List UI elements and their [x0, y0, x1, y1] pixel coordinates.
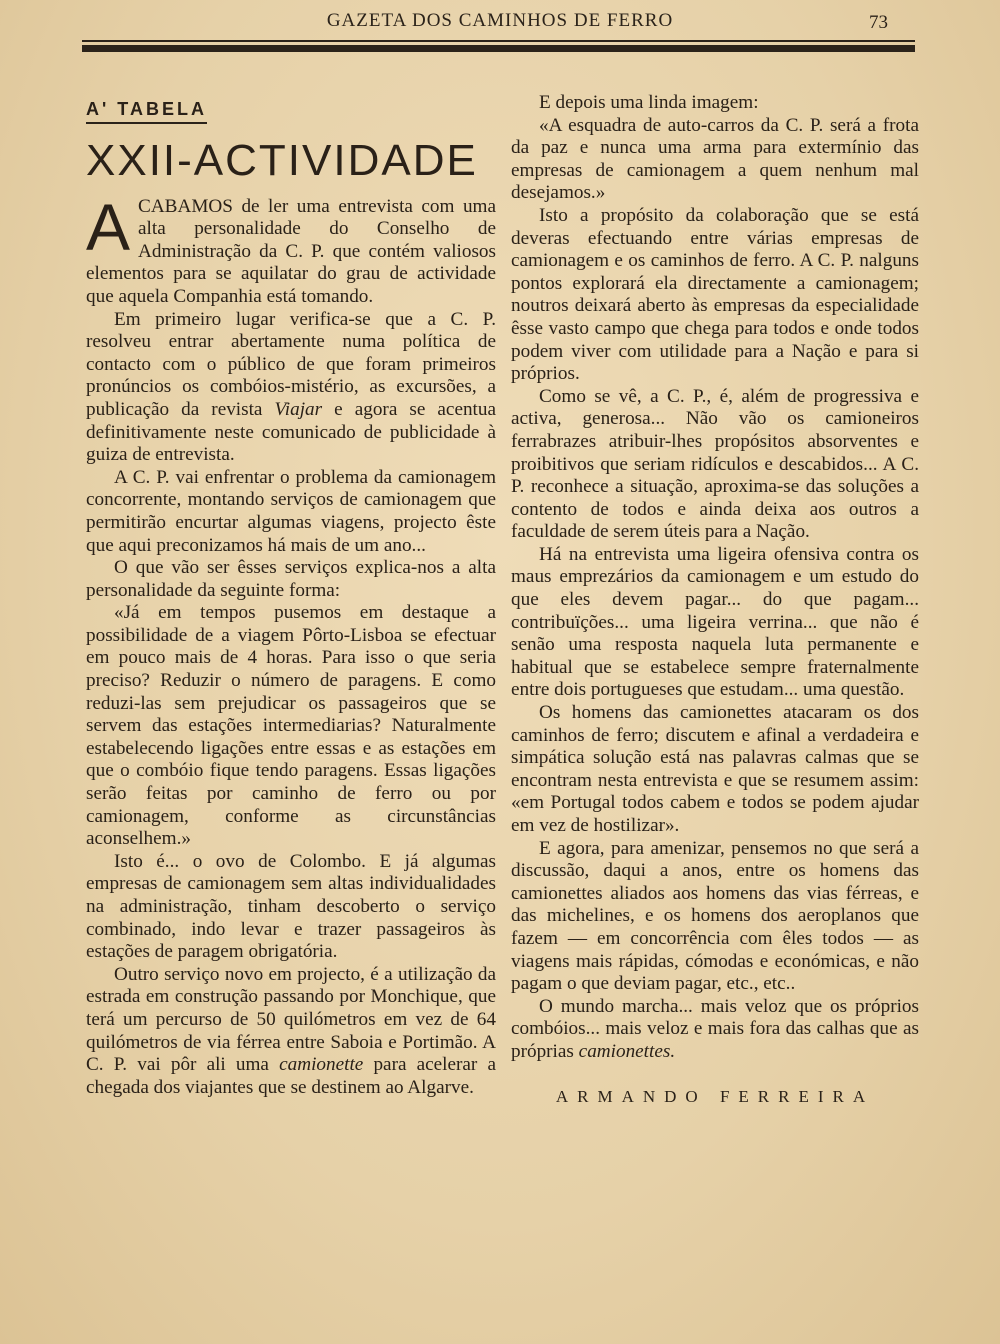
paragraph: O que vão ser êsses serviços explica-nos a alta personalidade da seguinte forma:	[86, 557, 496, 601]
intro-smallcaps: CABAMOS	[138, 195, 233, 217]
paragraph: E depois uma linda imagem:	[539, 92, 759, 113]
intro-paragraph	[86, 189, 496, 309]
header-rule-thick	[82, 45, 915, 52]
paragraph: Isto é... o ovo de Colombo. E já algumas empresas de camionagem sem altas individualidades na administração, tinham descoberto o serviço combinado, indo levar e trazer passageiros às estações de paragem obrigatória.	[86, 850, 496, 963]
section-label: A' TABELA	[86, 98, 207, 124]
drop-cap: A	[86, 189, 131, 264]
left-column	[86, 92, 496, 1099]
header-rule-thin	[82, 40, 915, 42]
right-column	[511, 92, 919, 1108]
quote-paragraph: «Já em tempos pusemos em destaque a possibilidade de a viagem Pôrto-Lisboa se efectuar em pouco mais de 4 horas. Para isso o que seria preciso? Reduzir o número de paragens. E como reduzi-las sem prejudicar os passageiros que se servem das estações intermediarias? Naturalmente estabelecendo ligações entre essas e as estações em que o combóio fique tendo paragens. Essas ligações serão feitas por caminho de ferro ou por camionagem, conforme as circunstâncias aconselhem.»	[86, 602, 496, 850]
author-signature: ARMANDO FERREIRA	[555, 1086, 875, 1106]
paragraph: Outro serviço novo em projecto, é a utilização da estrada em construção passando por Monchique, que terá um percurso de 50 quilómetros em vez de 64 quilómetros de via férrea entre Saboia e Portimão. A C. P. vai pôr ali uma camionette para acelerar a chegada dos viajantes que se destinem ao Algarve.	[86, 963, 496, 1098]
intro-text: de ler uma entrevista com uma alta personalidade do Conselho de Administração da C. P. que contém valiosos elementos para se aquilatar do grau de actividade que aquela Companhia está tomando.	[86, 195, 496, 307]
paragraph: O mundo marcha... mais veloz que os próprios combóios... mais veloz e mais fora das calhas que as próprias camionettes.	[511, 995, 919, 1062]
article-headline: XXII-ACTIVIDADE	[86, 135, 478, 185]
paragraph: E agora, para amenizar, pensemos no que será a discussão, daqui a anos, entre os homens das camionettes aliados aos homens das vias férreas, e das michelines, e os homens dos aeroplanos que fazem — em concorrência com êles todos — as viagens mais rápidas, cómodas e económicas, e não pagam o que deviam pagar, etc., etc..	[511, 837, 919, 995]
paragraph: Isto a propósito da colaboração que se está deveras efectuando entre várias empresas de camionagem e os caminhos de ferro. A C. P. nalguns pontos explorará ela directamente a camionagem; noutros deixará aberto às empresas da especialidade êsse vasto campo que chega para todos e onde todos podem viver com utilidade para a Nação e para si próprios.	[511, 204, 919, 385]
paragraph: Em primeiro lugar verifica-se que a C. P. resolveu entrar abertamente numa política de contacto com o público de que foram primeiros pronúncios os combóios-mistério, as excursões, a publicação da revista Viajar e agora se acentua definitivamente neste comunicado de publicidade à guiza de entrevista.	[86, 308, 496, 466]
paragraph: A C. P. vai enfrentar o problema da camionagem concorrente, montando serviços de camionagem que permitirão encurtar algumas viagens, projecto êste que aqui preconizamos há mais de um ano...	[86, 466, 496, 556]
paragraph: Há na entrevista uma ligeira ofensiva contra os maus emprezários da camionagem e um estudo do que eles devem pagar... do que pagam... contribuïções... uma ligeira verrina... que não é senão uma resposta naquela luta permanente e habitual que se estabelece sempre fraternalmente entre dois portugueses que estudam... uma questão.	[511, 543, 919, 701]
quote-paragraph: «A esquadra de auto-carros da C. P. será a frota da paz e nunca uma arma para extermínio das empresas de camionagem a quem nenhum mal desejamos.»	[511, 114, 919, 204]
magazine-name: Viajar	[274, 398, 323, 420]
page-number: 73	[869, 12, 888, 33]
paragraph: Como se vê, a C. P., é, além de progressiva e activa, generosa... Não vão os camioneiros ferrabrazes atribuir-lhes propósitos absorventes e proibitivos que seriam ridículos e descabidos... A C. P. reconhece a situação, aproxima-se das soluções a contento de todos e ainda deixa aos outros a faculdade de serem úteis para a Nação.	[511, 385, 919, 543]
publication-title: GAZETA DOS CAMINHOS DE FERRO	[326, 10, 674, 31]
paragraph: Os homens das camionettes atacaram os dos caminhos de ferro; discutem e afinal a verdadeira e simpática solução está nas palavras calmas que se encontram nesta entrevista e que se resumem assim: «em Portugal todos cabem e todos se podem ajudar em vez de hostilizar».	[511, 702, 919, 836]
